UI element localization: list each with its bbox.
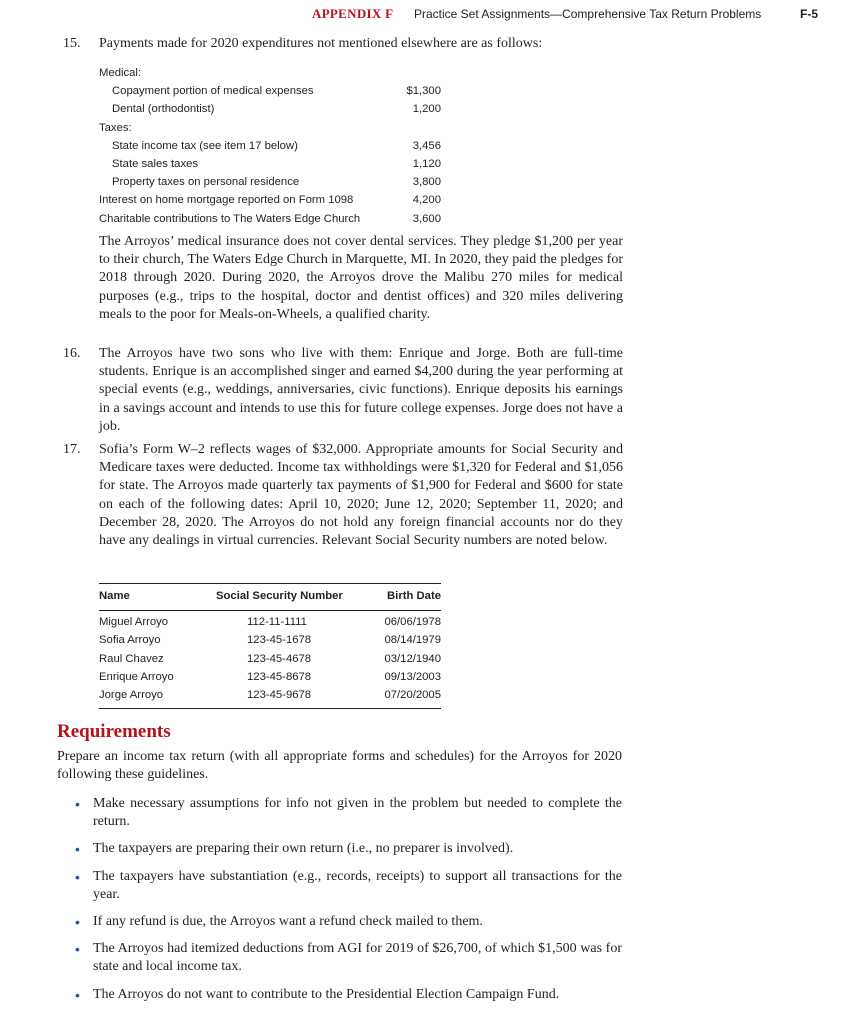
expense-amount: 1,200	[412, 103, 441, 116]
cell-birth-date: 07/20/2005	[384, 689, 441, 701]
bullet-icon: •	[75, 941, 80, 958]
item-17	[63, 441, 623, 550]
expense-amount: 3,456	[412, 139, 441, 152]
list-item	[75, 940, 622, 976]
table-row	[99, 631, 441, 649]
bullet-icon: •	[75, 796, 80, 812]
cell-name: Sofia Arroyo	[99, 634, 161, 646]
table-rule-bottom	[99, 708, 441, 709]
table-rule-top	[99, 583, 441, 584]
column-header-ssn: Social Security Number	[216, 590, 343, 602]
list-item	[75, 986, 622, 1004]
expense-amount: 4,200	[412, 194, 441, 207]
expense-label: Dental (orthodontist)	[112, 103, 215, 116]
expense-label: Property taxes on personal residence	[112, 176, 300, 189]
expense-label: State sales taxes	[112, 157, 199, 170]
expense-amount: $1,300	[406, 85, 441, 98]
item-number: 17.	[63, 442, 81, 457]
item-text: The Arroyos have two sons who live with them: Enrique and Jorge. Both are full-time students. Enrique is an accomplished singer and earned $4,200 during the year performing at special events (e.g., weddings, anniversaries, civic functions). Enrique deposits his earnings in a savings account and intends to use this for future college expenses. Jorge does not have a job.	[99, 346, 623, 434]
requirements-list	[75, 795, 622, 1013]
item-15-intro	[63, 35, 623, 53]
bullet-text: The taxpayers are preparing their own return (i.e., no preparer is involved).	[93, 841, 514, 857]
bullet-icon: •	[75, 914, 80, 931]
table-row	[99, 668, 441, 686]
expense-label: Interest on home mortgage reported on Form 1098	[99, 194, 354, 207]
column-header-name: Name	[99, 590, 130, 602]
list-item	[75, 913, 622, 931]
cell-ssn: 123-45-9678	[247, 689, 312, 701]
bullet-icon: •	[75, 868, 80, 885]
requirements-intro: Prepare an income tax return (with all appropriate forms and schedules) for the Arroyos for 2020 following these guidelines.	[57, 749, 622, 783]
item-16	[63, 345, 623, 436]
page-number: F-5	[800, 7, 818, 21]
bullet-icon: •	[75, 841, 80, 858]
table-row	[99, 613, 441, 631]
bullet-text: If any refund is due, the Arroyos want a refund check mailed to them.	[93, 914, 483, 930]
expense-label: Copayment portion of medical expenses	[112, 85, 314, 98]
bullet-text: The Arroyos do not want to contribute to the Presidential Election Campaign Fund.	[93, 986, 560, 1002]
cell-name: Raul Chavez	[99, 653, 164, 665]
appendix-label: APPENDIX F	[312, 6, 394, 21]
item-number: 15.	[63, 36, 81, 51]
expense-amount: 3,800	[412, 176, 441, 189]
cell-birth-date: 08/14/1979	[384, 634, 441, 646]
list-item	[75, 868, 622, 904]
expense-amount: 1,120	[412, 157, 441, 170]
bullet-text: Make necessary assumptions for info not given in the problem but needed to complete the return.	[93, 796, 622, 830]
cell-ssn: 123-45-1678	[247, 634, 312, 646]
cell-name: Enrique Arroyo	[99, 671, 174, 683]
cell-name: Jorge Arroyo	[99, 689, 164, 701]
bullet-text: The taxpayers have substantiation (e.g., records, receipts) to support all transactions for the year.	[93, 868, 622, 902]
table-row	[99, 686, 441, 704]
expense-amount: 3,600	[412, 212, 441, 225]
cell-birth-date: 09/13/2003	[384, 671, 441, 683]
cell-birth-date: 03/12/1940	[384, 653, 441, 665]
expense-label: State income tax (see item 17 below)	[112, 139, 298, 152]
item-text: Sofia’s Form W–2 reflects wages of $32,000. Appropriate amounts for Social Security and Medicare taxes were deducted. Income tax withholdings were $1,320 for Federal and $1,056 for state. The Arroyos made quarterly tax payments of $1,900 for Federal and $600 for state on each of the following dates: April 10, 2020; June 12, 2020; September 11, 2020; and December 28, 2020. The Arroyos do not hold any foreign financial accounts nor do they have any dealings in virtual currencies. Relevant Social Security numbers are noted below.	[99, 442, 623, 549]
expense-schedule	[99, 64, 459, 228]
table-rule-header	[99, 610, 441, 611]
list-item	[75, 795, 622, 831]
item-number: 16.	[63, 346, 81, 361]
medical-heading: Medical:	[99, 67, 142, 79]
bullet-icon: •	[75, 986, 80, 1003]
item-15-paragraph	[63, 233, 623, 324]
header-subtitle: Practice Set Assignments—Comprehensive Tax Return Problems	[414, 7, 762, 21]
cell-ssn: 123-45-4678	[247, 653, 312, 665]
table-row	[99, 650, 441, 668]
list-item	[75, 840, 622, 858]
item-text: The Arroyos’ medical insurance does not cover dental services. They pledge $1,200 per year to their church, The Waters Edge Church in Marquette, MI. In 2020, they paid the pledges for 2018 through 2020. During 2020, the Arroyos drove the Malibu 270 miles for medical purposes (e.g., trips to the hospital, doctor and dentist offices) and 320 miles delivering meals to the poor for Meals-on-Wheels, a qualified charity.	[99, 234, 623, 322]
taxes-heading: Taxes:	[99, 121, 132, 134]
column-header-birth-date: Birth Date	[387, 590, 441, 602]
expense-label: Charitable contributions to The Waters Edge Church	[99, 212, 361, 225]
cell-name: Miguel Arroyo	[99, 616, 169, 628]
cell-ssn: 112-11-1111	[247, 616, 307, 628]
cell-ssn: 123-45-8678	[247, 671, 312, 683]
item-text: Payments made for 2020 expenditures not mentioned elsewhere are as follows:	[99, 36, 543, 51]
cell-birth-date: 06/06/1978	[384, 616, 441, 628]
requirements-title: Requirements	[57, 721, 171, 742]
bullet-text: The Arroyos had itemized deductions from AGI for 2019 of $26,700, of which $1,500 was for state and local income tax.	[93, 941, 622, 975]
